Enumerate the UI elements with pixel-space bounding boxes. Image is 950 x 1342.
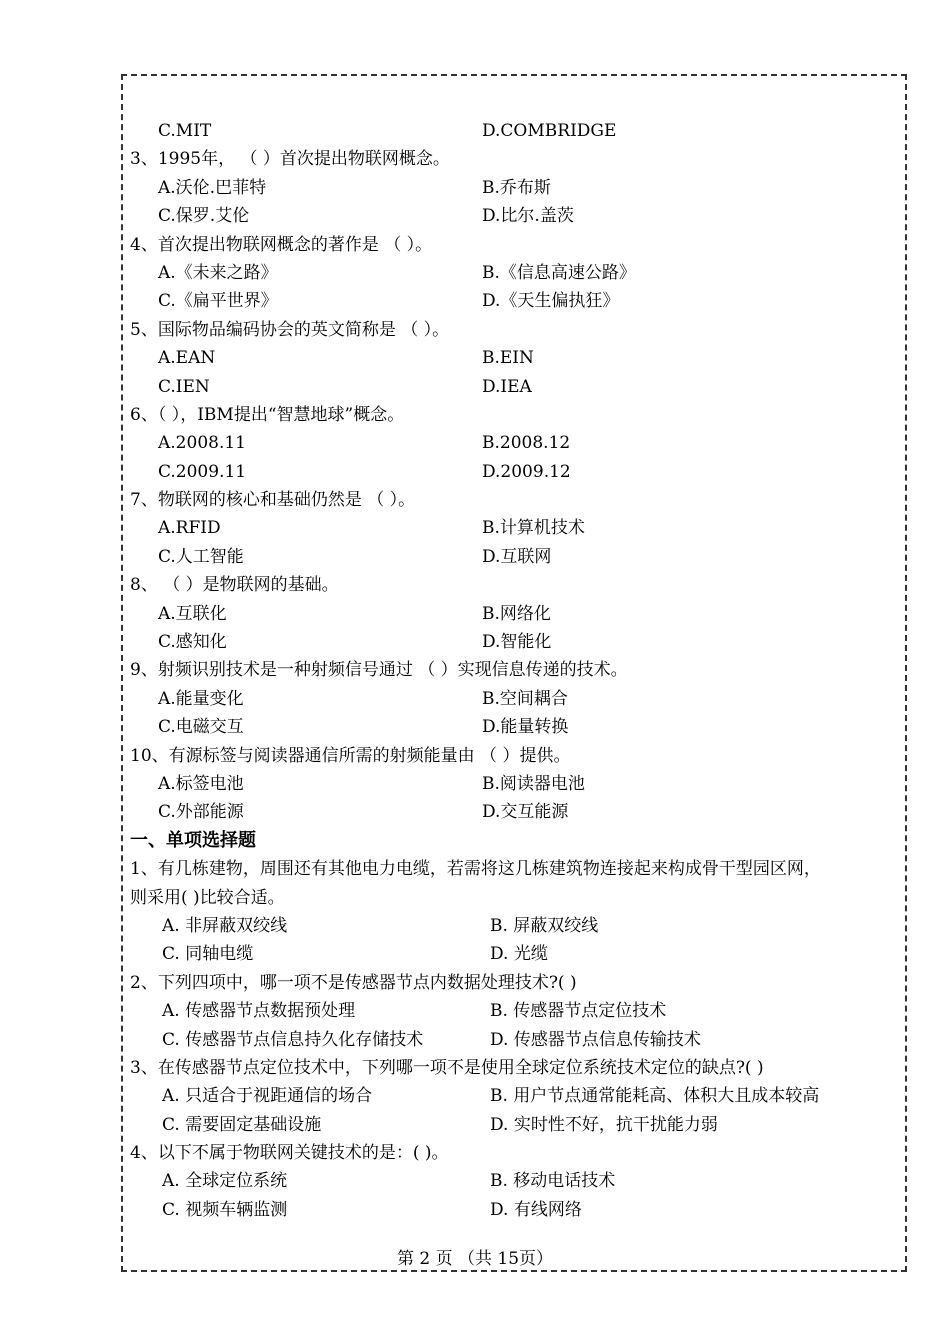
option-d: D.智能化 <box>482 632 552 653</box>
question-2: 2、下列四项中，哪一项不是传感器节点内数据处理技术?( ) <box>130 972 577 993</box>
option-row <box>130 685 910 713</box>
option-d: D.《天生偏执狂》 <box>482 291 620 312</box>
option-row <box>130 259 910 287</box>
option-a: A.标签电池 <box>158 773 244 794</box>
option-b: B.空间耦合 <box>482 688 568 709</box>
option-b: B.《信息高速公路》 <box>482 262 636 283</box>
option-row <box>130 600 910 628</box>
question-4: 4、以下不属于物联网关键技术的是：( )。 <box>130 1143 449 1164</box>
option-c: C.感知化 <box>158 632 227 653</box>
question-3: 3、在传感器节点定位技术中，下列哪一项不是使用全球定位系统技术定位的缺点?( ) <box>130 1057 764 1078</box>
option-d: D.2009.12 <box>482 461 571 482</box>
option-row <box>130 1196 910 1224</box>
option-b: B.EIN <box>482 348 534 369</box>
option-b: B.2008.12 <box>482 433 571 454</box>
option-d: D. 实时性不好，抗干扰能力弱 <box>490 1114 718 1135</box>
option-b: B.乔布斯 <box>482 177 551 198</box>
option-c: C.人工智能 <box>158 546 244 567</box>
option-row <box>130 202 910 230</box>
option-c: C. 同轴电缆 <box>162 944 254 965</box>
option-c: C.MIT <box>158 121 212 141</box>
option-a: A.2008.11 <box>158 433 246 454</box>
option-a: A.能量变化 <box>158 688 244 709</box>
question-1-line-1: 1、有几栋建物，周围还有其他电力电缆，若需将这几栋建筑物连接起来构成骨干型园区网， <box>130 859 821 880</box>
option-d: D.互联网 <box>482 546 552 567</box>
option-d: D.交互能源 <box>482 802 569 823</box>
option-d: D.COMBRIDGE <box>482 121 617 141</box>
option-c: C.2009.11 <box>158 461 247 482</box>
option-b: B.计算机技术 <box>482 518 585 539</box>
option-row <box>130 429 910 457</box>
question-8: 8、 （ ）是物联网的基础。 <box>130 575 339 596</box>
option-b: B.阅读器电池 <box>482 773 585 794</box>
option-d: D. 光缆 <box>490 944 548 965</box>
option-row <box>130 1111 910 1139</box>
option-c: C. 需要固定基础设施 <box>162 1114 322 1135</box>
option-a: A.RFID <box>158 518 221 539</box>
option-a: A. 传感器节点数据预处理 <box>162 1001 356 1022</box>
option-a: A. 只适合于视距通信的场合 <box>162 1086 373 1107</box>
option-row <box>130 1167 910 1195</box>
option-a: A.EAN <box>158 348 216 369</box>
option-c: C. 视频车辆监测 <box>162 1199 288 1220</box>
option-c: C.保罗.艾伦 <box>158 206 250 227</box>
question-5: 5、国际物品编码协会的英文简称是 （ ）。 <box>130 319 450 340</box>
option-row <box>130 117 910 145</box>
option-c: C.IEN <box>158 376 210 397</box>
option-row <box>130 713 910 741</box>
option-row <box>130 912 910 940</box>
question-3: 3、1995年， （ ）首次提出物联网概念。 <box>130 149 450 170</box>
option-row <box>130 543 910 571</box>
option-row <box>130 940 910 968</box>
question-7: 7、物联网的核心和基础仍然是 （ ）。 <box>130 490 416 511</box>
option-row <box>130 1026 910 1054</box>
option-row <box>130 628 910 656</box>
option-a: A. 非屏蔽双绞线 <box>162 915 288 936</box>
option-b: B. 用户节点通常能耗高、体积大且成本较高 <box>490 1086 820 1107</box>
option-row <box>130 997 910 1025</box>
option-row <box>130 1082 910 1110</box>
option-b: B. 移动电话技术 <box>490 1171 616 1192</box>
option-c: C.电磁交互 <box>158 717 244 738</box>
option-d: D. 传感器节点信息传输技术 <box>490 1029 701 1050</box>
option-c: C. 传感器节点信息持久化存储技术 <box>162 1029 424 1050</box>
option-b: B. 屏蔽双绞线 <box>490 915 599 936</box>
option-row <box>130 174 910 202</box>
question-4: 4、首次提出物联网概念的著作是 （ ）。 <box>130 234 433 255</box>
option-b: B.网络化 <box>482 603 551 624</box>
option-d: D.能量转换 <box>482 717 569 738</box>
option-row <box>130 373 910 401</box>
section-heading: 一、单项选择题 <box>130 829 256 851</box>
option-d: D.比尔.盖茨 <box>482 206 574 227</box>
question-1-line-2: 则采用( )比较合适。 <box>130 887 285 908</box>
question-6: 6、（ ），IBM提出“智慧地球”概念。 <box>130 404 405 425</box>
option-row <box>130 514 910 542</box>
option-c: C.《扁平世界》 <box>158 291 278 312</box>
option-row <box>130 458 910 486</box>
option-a: A.《未来之路》 <box>158 262 278 283</box>
option-row <box>130 287 910 315</box>
option-row <box>130 344 910 372</box>
question-10: 10、有源标签与阅读器通信所需的射频能量由 （ ）提供。 <box>130 745 571 766</box>
option-a: A.互联化 <box>158 603 227 624</box>
option-a: A. 全球定位系统 <box>162 1171 288 1192</box>
option-a: A.沃伦.巴菲特 <box>158 177 267 198</box>
option-row <box>130 770 910 798</box>
option-row <box>130 798 910 826</box>
page-footer: 第 2 页 （共 15页） <box>396 1249 554 1269</box>
option-c: C.外部能源 <box>158 802 244 823</box>
exam-content <box>130 117 910 1224</box>
option-d: D. 有线网络 <box>490 1199 582 1220</box>
question-9: 9、射频识别技术是一种射频信号通过 （ ）实现信息传递的技术。 <box>130 660 628 681</box>
option-d: D.IEA <box>482 376 532 397</box>
option-b: B. 传感器节点定位技术 <box>490 1001 667 1022</box>
